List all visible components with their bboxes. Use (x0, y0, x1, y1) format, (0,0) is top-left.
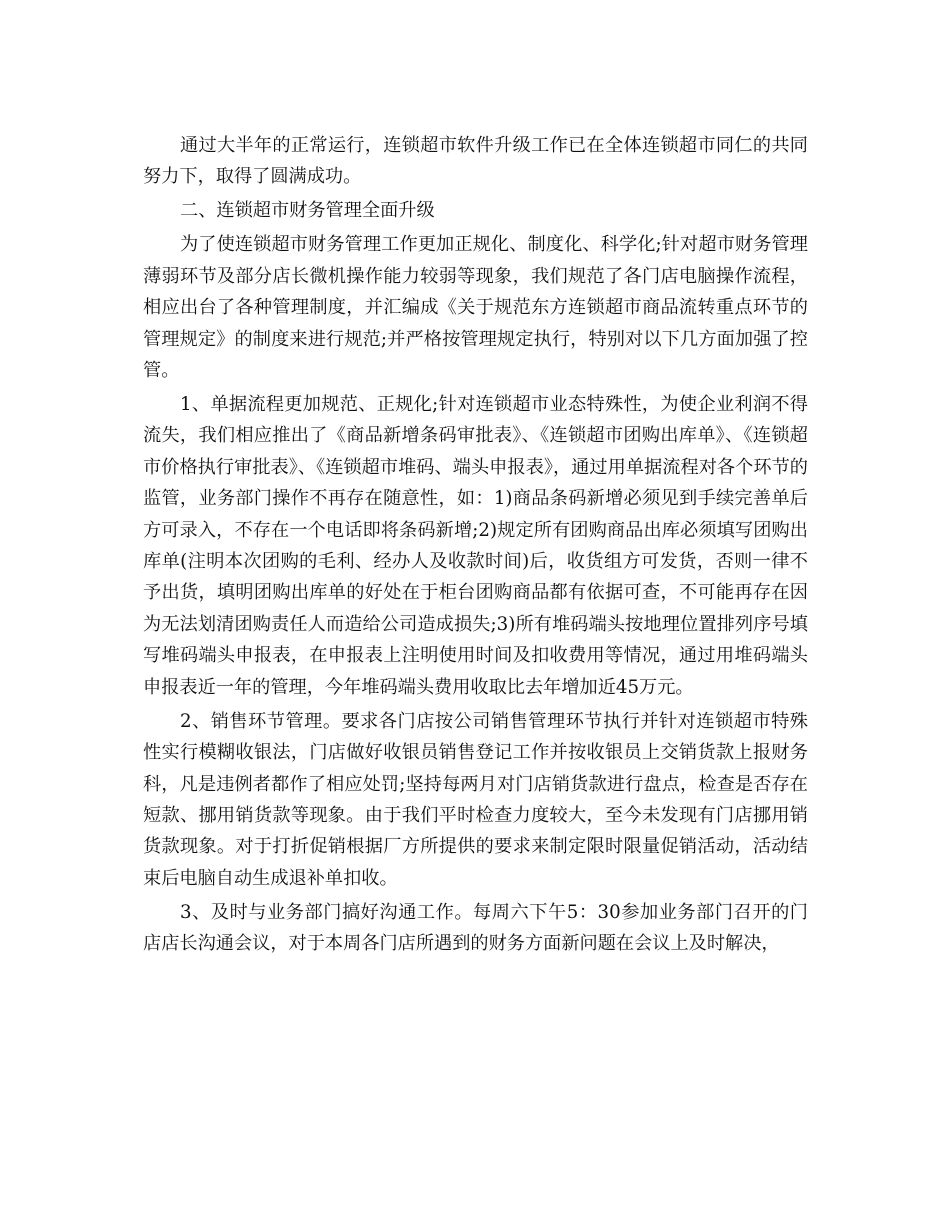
paragraph-finance-management: 为了使连锁超市财务管理工作更加正规化、制度化、科学化;针对超市财务管理薄弱环节及部分店长微机操作能力较弱等现象，我们规范了各门店电脑操作流程，相应出台了各种管理制度，并汇编成《关于规范东方连锁超市商品流转重点环节的管理规定》的制度来进行规范;并严格按管理规定执行，特别对以下几方面加强了控管。 (143, 234, 808, 382)
paragraph-communication: 3、及时与业务部门搞好沟通工作。每周六下午5：30参加业务部门召开的门店店长沟通会议，对于本周各门店所遇到的财务方面新问题在会议上及时解决， (143, 901, 808, 955)
section-heading-finance-upgrade: 二、连锁超市财务管理全面升级 (180, 200, 435, 222)
paragraph-sales-management: 2、销售环节管理。要求各门店按公司销售管理环节执行并针对连锁超市特殊性实行模糊收银法，门店做好收银员销售登记工作并按收银员上交销货款上报财务科，凡是违例者都作了相应处罚;坚持每两月对门店销货款进行盘点，检查是否存在短款、挪用销货款等现象。由于我们平时检查力度较大，至今未发现有门店挪用销货款现象。对于打折促销根据厂方所提供的要求来制定限时限量促销活动，活动结束后电脑自动生成退补单扣收。 (143, 710, 808, 889)
document-body (143, 130, 808, 962)
paragraph-document-flow: 1、单据流程更加规范、正规化;针对连锁超市业态特殊性，为使企业利润不得流失，我们相应推出了《商品新增条码审批表》、《连锁超市团购出库单》、《连锁超市价格执行审批表》、《连锁超市堆码、端头申报表》，通过用单据流程对各个环节的监管，业务部门操作不再存在随意性，如：1)商品条码新增必须见到手续完善单后方可录入，不存在一个电话即将条码新增;2)规定所有团购商品出库必须填写团购出库单(注明本次团购的毛利、经办人及收款时间)后，收货组方可发货，否则一律不予出货，填明团购出库单的好处在于柜台团购商品都有依据可查，不可能再存在因为无法划清团购责任人而造给公司造成损失;3)所有堆码端头按地理位置排列序号填写堆码端头申报表，在申报表上注明使用时间及扣收费用等情况，通过用堆码端头申报表近一年的管理，今年堆码端头费用收取比去年增加近45万元。 (143, 394, 808, 698)
paragraph-upgrade-result: 通过大半年的正常运行，连锁超市软件升级工作已在全体连锁超市同仁的共同努力下，取得了圆满成功。 (143, 135, 808, 188)
